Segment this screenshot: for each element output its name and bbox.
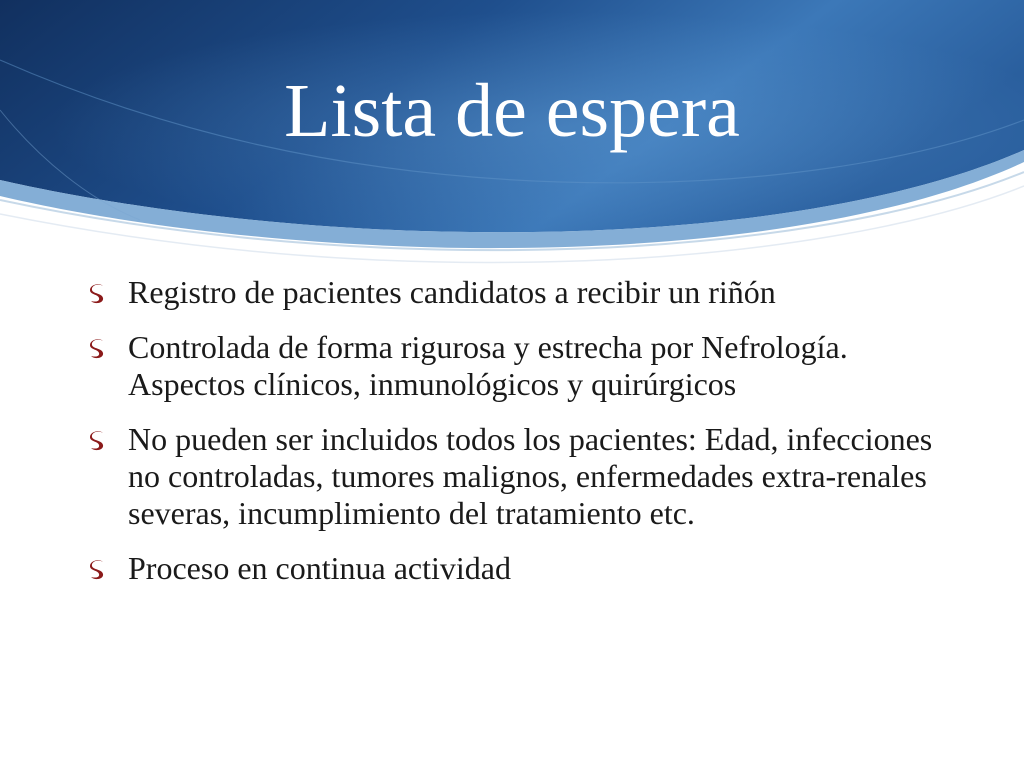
list-item bbox=[88, 274, 968, 311]
bullet-list bbox=[88, 274, 968, 605]
slide-title: Lista de espera bbox=[284, 69, 740, 153]
list-item bbox=[88, 329, 968, 403]
flourish-s-icon bbox=[88, 430, 108, 452]
bullet-text: No pueden ser incluidos todos los pacientes: Edad, infecciones no controladas, tumores malignos, enfermedades extra-renales severas, incumplimiento del tratamiento etc. bbox=[128, 421, 933, 531]
bullet-text: Proceso en continua actividad bbox=[128, 550, 511, 586]
flourish-s-icon bbox=[88, 338, 108, 360]
bullet-text: Registro de pacientes candidatos a recibir un riñón bbox=[128, 274, 776, 310]
bullet-text: Controlada de forma rigurosa y estrecha por Nefrología. Aspectos clínicos, inmunológicos y quirúrgicos bbox=[128, 329, 848, 402]
flourish-s-icon bbox=[88, 559, 108, 581]
list-item bbox=[88, 421, 968, 532]
flourish-s-icon bbox=[88, 283, 108, 305]
list-item bbox=[88, 550, 968, 587]
